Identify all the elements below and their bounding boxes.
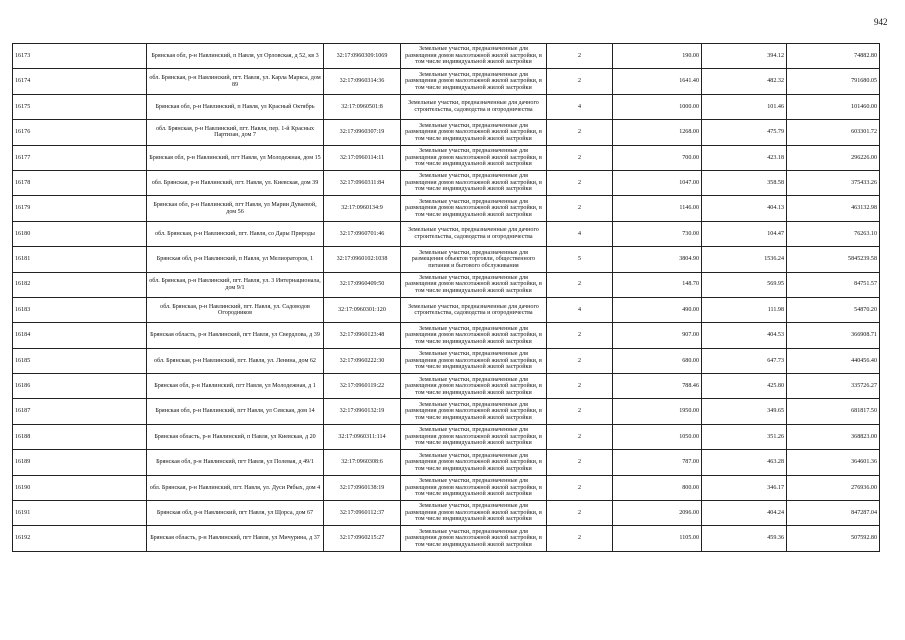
- area-cell: 1000.00: [613, 94, 702, 119]
- row-number: 16187: [13, 399, 147, 424]
- group-cell: 2: [547, 170, 613, 195]
- group-cell: 2: [547, 348, 613, 373]
- row-number: 16192: [13, 526, 147, 551]
- cadastral-value-cell: 368823.00: [787, 424, 880, 449]
- table-row: [13, 196, 880, 221]
- address-cell: Брянская область, р-н Навлинский, пгт Навля, ул Мичурина, д 37: [147, 526, 324, 551]
- page-number: 942: [874, 17, 888, 27]
- address-cell: обл. Брянская, р-н Навлинский, пгт. Навля, со Дары Природы: [147, 221, 324, 246]
- group-cell: 2: [547, 44, 613, 69]
- address-cell: Брянская обл, р-н Навлинский, пгт Навля, ул Полевая, д 49/1: [147, 450, 324, 475]
- group-cell: 2: [547, 323, 613, 348]
- specific-value-cell: 101.46: [702, 94, 787, 119]
- land-use-cell: Земельные участки, предназначенные для размещения домов малоэтажной жилой застройки, в том числе индивидуальной жилой застройки: [401, 323, 547, 348]
- table-row: [13, 145, 880, 170]
- area-cell: 1641.40: [613, 69, 702, 94]
- cadastral-number-cell: 32:17:0960112:37: [324, 501, 401, 526]
- address-cell: обл. Брянская, р-н Навлинский, пгт. Навля, ул. Карла Маркса, дом 89: [147, 69, 324, 94]
- table-row: [13, 399, 880, 424]
- specific-value-cell: 569.95: [702, 272, 787, 297]
- land-use-cell: Земельные участки, предназначенные для размещения домов малоэтажной жилой застройки, в том числе индивидуальной жилой застройки: [401, 501, 547, 526]
- table-row: [13, 501, 880, 526]
- cadastral-number-cell: 32:17:0960314:36: [324, 69, 401, 94]
- specific-value-cell: 404.13: [702, 196, 787, 221]
- cadastral-value-cell: 366908.71: [787, 323, 880, 348]
- group-cell: 5: [547, 247, 613, 272]
- land-use-cell: Земельные участки, предназначенные для размещения домов малоэтажной жилой застройки, в том числе индивидуальной жилой застройки: [401, 44, 547, 69]
- area-cell: 1105.00: [613, 526, 702, 551]
- area-cell: 190.00: [613, 44, 702, 69]
- cadastral-number-cell: 32:17:0960215:27: [324, 526, 401, 551]
- group-cell: 2: [547, 69, 613, 94]
- group-cell: 2: [547, 120, 613, 145]
- area-cell: 3804.90: [613, 247, 702, 272]
- table-row: [13, 526, 880, 551]
- address-cell: Брянская обл, р-н Навлинский, пгт Навля, ул Марии Дуваевой, дом 56: [147, 196, 324, 221]
- specific-value-cell: 404.24: [702, 501, 787, 526]
- cadastral-number-cell: 32:17:0960311:114: [324, 424, 401, 449]
- area-cell: 1047.00: [613, 170, 702, 195]
- specific-value-cell: 475.79: [702, 120, 787, 145]
- address-cell: Брянская обл, р-н Навлинский, п Навля, ул Мелиораторов, 1: [147, 247, 324, 272]
- table-row: [13, 221, 880, 246]
- specific-value-cell: 351.26: [702, 424, 787, 449]
- table-row: [13, 272, 880, 297]
- row-number: 16188: [13, 424, 147, 449]
- table-row: [13, 44, 880, 69]
- cadastral-value-cell: 276936.00: [787, 475, 880, 500]
- area-cell: 490.00: [613, 297, 702, 322]
- land-use-cell: Земельные участки, предназначенные для размещения домов малоэтажной жилой застройки, в том числе индивидуальной жилой застройки: [401, 272, 547, 297]
- table-row: [13, 348, 880, 373]
- land-use-cell: Земельные участки, предназначенные для размещения домов малоэтажной жилой застройки, в том числе индивидуальной жилой застройки: [401, 374, 547, 399]
- group-cell: 2: [547, 145, 613, 170]
- address-cell: обл. Брянская, р-н Навлинский, пгт. Навля, ул. Садоводов Огородников: [147, 297, 324, 322]
- row-number: 16181: [13, 247, 147, 272]
- cadastral-number-cell: 32:17:0960309:1069: [324, 44, 401, 69]
- row-number: 16176: [13, 120, 147, 145]
- address-cell: обл. Брянская, р-н Навлинский, пгт. Навля, ул. Ленина, дом 62: [147, 348, 324, 373]
- land-use-cell: Земельные участки, предназначенные для дачного строительства, садоводства и огородничества: [401, 94, 547, 119]
- row-number: 16191: [13, 501, 147, 526]
- cadastral-value-cell: 681817.50: [787, 399, 880, 424]
- area-cell: 730.00: [613, 221, 702, 246]
- cadastral-number-cell: 32:17:0960102:1038: [324, 247, 401, 272]
- row-number: 16180: [13, 221, 147, 246]
- area-cell: 2096.00: [613, 501, 702, 526]
- cadastral-number-cell: 32:17:0960308:6: [324, 450, 401, 475]
- area-cell: 1146.00: [613, 196, 702, 221]
- specific-value-cell: 463.28: [702, 450, 787, 475]
- row-number: 16174: [13, 69, 147, 94]
- table-row: [13, 475, 880, 500]
- table-row: [13, 247, 880, 272]
- cadastral-value-cell: 74882.80: [787, 44, 880, 69]
- land-use-cell: Земельные участки, предназначенные для размещения домов малоэтажной жилой застройки, в том числе индивидуальной жилой застройки: [401, 526, 547, 551]
- group-cell: 2: [547, 272, 613, 297]
- cadastral-value-cell: 507592.80: [787, 526, 880, 551]
- area-cell: 800.00: [613, 475, 702, 500]
- row-number: 16182: [13, 272, 147, 297]
- land-use-cell: Земельные участки, предназначенные для размещения домов малоэтажной жилой застройки, в том числе индивидуальной жилой застройки: [401, 399, 547, 424]
- land-use-cell: Земельные участки, предназначенные для размещения домов малоэтажной жилой застройки, в том числе индивидуальной жилой застройки: [401, 145, 547, 170]
- cadastral-number-cell: 32:17:0960307:19: [324, 120, 401, 145]
- address-cell: обл. Брянская, р-н Навлинский, пгт. Навля, пер. 1-й Красных Партизан, дом 7: [147, 120, 324, 145]
- address-cell: обл. Брянская, р-н Навлинский, пгт. Навля, ул. 3 Интернационала, дом 9/1: [147, 272, 324, 297]
- address-cell: Брянская обл, р-н Навлинский, п Навля, ул Орловская, д 52, кв 3: [147, 44, 324, 69]
- land-use-cell: Земельные участки, предназначенные для размещения домов малоэтажной жилой застройки, в том числе индивидуальной жилой застройки: [401, 170, 547, 195]
- table-row: [13, 323, 880, 348]
- cadastral-number-cell: 32:17:0960501:8: [324, 94, 401, 119]
- area-cell: 788.46: [613, 374, 702, 399]
- address-cell: Брянская обл, р-н Навлинский, п Навля, ул Красный Октябрь: [147, 94, 324, 119]
- row-number: 16175: [13, 94, 147, 119]
- row-number: 16185: [13, 348, 147, 373]
- group-cell: 4: [547, 94, 613, 119]
- table-row: [13, 94, 880, 119]
- specific-value-cell: 647.73: [702, 348, 787, 373]
- cadastral-value-cell: 463132.98: [787, 196, 880, 221]
- land-use-cell: Земельные участки, предназначенные для дачного строительства, садоводства и огородничества: [401, 221, 547, 246]
- cadastral-value-cell: 84751.57: [787, 272, 880, 297]
- group-cell: 2: [547, 196, 613, 221]
- cadastral-value-cell: 101460.00: [787, 94, 880, 119]
- cadastral-value-cell: 335726.27: [787, 374, 880, 399]
- area-cell: 1050.00: [613, 424, 702, 449]
- table-body: [13, 44, 880, 552]
- table-row: [13, 170, 880, 195]
- row-number: 16183: [13, 297, 147, 322]
- address-cell: Брянская область, р-н Навлинский, п Навля, ул Киевская, д 20: [147, 424, 324, 449]
- land-use-cell: Земельные участки, предназначенные для размещения объектов торговли, общественного питания и бытового обслуживания: [401, 247, 547, 272]
- specific-value-cell: 111.98: [702, 297, 787, 322]
- group-cell: 2: [547, 526, 613, 551]
- group-cell: 4: [547, 221, 613, 246]
- address-cell: Брянская обл, р-н Навлинский, пгт Навля, ул Молодежная, д 1: [147, 374, 324, 399]
- cadastral-number-cell: 32:17:0960132:19: [324, 399, 401, 424]
- specific-value-cell: 358.58: [702, 170, 787, 195]
- cadastral-number-cell: 32:17:0960114:11: [324, 145, 401, 170]
- cadastral-value-cell: 76263.10: [787, 221, 880, 246]
- land-use-cell: Земельные участки, предназначенные для дачного строительства, садоводства и огородничества: [401, 297, 547, 322]
- cadastral-value-cell: 791680.05: [787, 69, 880, 94]
- cadastral-number-cell: 32:17:0960409:50: [324, 272, 401, 297]
- group-cell: 2: [547, 475, 613, 500]
- land-use-cell: Земельные участки, предназначенные для размещения домов малоэтажной жилой застройки, в том числе индивидуальной жилой застройки: [401, 424, 547, 449]
- specific-value-cell: 349.65: [702, 399, 787, 424]
- row-number: 16173: [13, 44, 147, 69]
- table-row: [13, 450, 880, 475]
- group-cell: 2: [547, 450, 613, 475]
- table-row: [13, 69, 880, 94]
- group-cell: 2: [547, 424, 613, 449]
- area-cell: 700.00: [613, 145, 702, 170]
- table-row: [13, 424, 880, 449]
- area-cell: 148.70: [613, 272, 702, 297]
- cadastral-number-cell: 32:17:0960311:84: [324, 170, 401, 195]
- cadastral-value-cell: 296226.00: [787, 145, 880, 170]
- cadastral-value-cell: 54870.20: [787, 297, 880, 322]
- row-number: 16179: [13, 196, 147, 221]
- cadastral-value-table: [12, 43, 880, 552]
- address-cell: обл. Брянская, р-н Навлинский, пгт. Навля, ул. Дуси Рябых, дом 4: [147, 475, 324, 500]
- cadastral-value-cell: 603301.72: [787, 120, 880, 145]
- cadastral-number-cell: 32:17:0960222:30: [324, 348, 401, 373]
- address-cell: Брянская обл, р-н Навлинский, пгт Навля, ул Молодежная, дом 15: [147, 145, 324, 170]
- group-cell: 2: [547, 399, 613, 424]
- group-cell: 2: [547, 501, 613, 526]
- row-number: 16177: [13, 145, 147, 170]
- specific-value-cell: 104.47: [702, 221, 787, 246]
- area-cell: 787.00: [613, 450, 702, 475]
- address-cell: Брянская область, р-н Навлинский, пгт Навля, ул Свердлова, д 39: [147, 323, 324, 348]
- address-cell: Брянская обл, р-н Навлинский, пгт Навля, ул Севская, дом 14: [147, 399, 324, 424]
- table-row: [13, 120, 880, 145]
- specific-value-cell: 1536.24: [702, 247, 787, 272]
- specific-value-cell: 346.17: [702, 475, 787, 500]
- area-cell: 1268.00: [613, 120, 702, 145]
- address-cell: Брянская обл, р-н Навлинский, пгт Навля, ул Щорса, дом 67: [147, 501, 324, 526]
- row-number: 16189: [13, 450, 147, 475]
- row-number: 16186: [13, 374, 147, 399]
- land-use-cell: Земельные участки, предназначенные для размещения домов малоэтажной жилой застройки, в том числе индивидуальной жилой застройки: [401, 120, 547, 145]
- specific-value-cell: 459.36: [702, 526, 787, 551]
- specific-value-cell: 404.53: [702, 323, 787, 348]
- specific-value-cell: 482.32: [702, 69, 787, 94]
- row-number: 16190: [13, 475, 147, 500]
- table-row: [13, 374, 880, 399]
- specific-value-cell: 423.18: [702, 145, 787, 170]
- cadastral-number-cell: 32:17:0960701:46: [324, 221, 401, 246]
- table-row: [13, 297, 880, 322]
- area-cell: 680.00: [613, 348, 702, 373]
- cadastral-number-cell: 32:17:0960119:22: [324, 374, 401, 399]
- land-use-cell: Земельные участки, предназначенные для размещения домов малоэтажной жилой застройки, в том числе индивидуальной жилой застройки: [401, 475, 547, 500]
- cadastral-value-cell: 440456.40: [787, 348, 880, 373]
- cadastral-number-cell: 32:17:0960123:48: [324, 323, 401, 348]
- row-number: 16184: [13, 323, 147, 348]
- cadastral-number-cell: 32:17:0960138:19: [324, 475, 401, 500]
- land-use-cell: Земельные участки, предназначенные для размещения домов малоэтажной жилой застройки, в том числе индивидуальной жилой застройки: [401, 348, 547, 373]
- cadastral-number-cell: 32:17:0960301:120: [324, 297, 401, 322]
- cadastral-number-cell: 32:17:0960134:9: [324, 196, 401, 221]
- group-cell: 4: [547, 297, 613, 322]
- address-cell: обл. Брянская, р-н Навлинский, пгт. Навля, ул. Киевская, дом 39: [147, 170, 324, 195]
- land-use-cell: Земельные участки, предназначенные для размещения домов малоэтажной жилой застройки, в том числе индивидуальной жилой застройки: [401, 69, 547, 94]
- cadastral-value-cell: 375433.26: [787, 170, 880, 195]
- cadastral-value-cell: 5845239.58: [787, 247, 880, 272]
- land-use-cell: Земельные участки, предназначенные для размещения домов малоэтажной жилой застройки, в том числе индивидуальной жилой застройки: [401, 196, 547, 221]
- group-cell: 2: [547, 374, 613, 399]
- land-use-cell: Земельные участки, предназначенные для размещения домов малоэтажной жилой застройки, в том числе индивидуальной жилой застройки: [401, 450, 547, 475]
- cadastral-value-cell: 847287.04: [787, 501, 880, 526]
- specific-value-cell: 425.80: [702, 374, 787, 399]
- area-cell: 1950.00: [613, 399, 702, 424]
- row-number: 16178: [13, 170, 147, 195]
- specific-value-cell: 394.12: [702, 44, 787, 69]
- area-cell: 907.00: [613, 323, 702, 348]
- cadastral-value-cell: 364601.36: [787, 450, 880, 475]
